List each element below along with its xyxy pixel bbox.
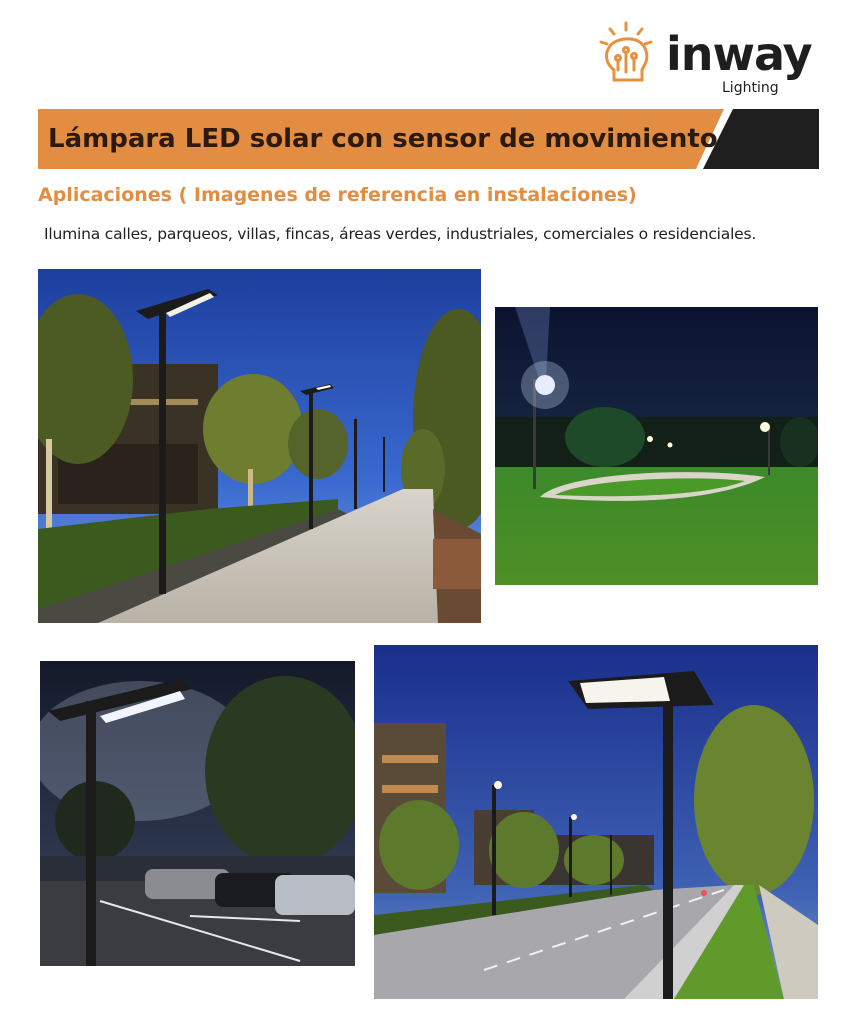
brand-logo <box>598 20 823 100</box>
page-title: Lámpara LED solar con sensor de movimiento <box>48 124 718 154</box>
brand-name: inway <box>666 27 812 81</box>
section-description: Ilumina calles, parqueos, villas, fincas, áreas verdes, industriales, comerciales o residenciales. <box>44 225 757 243</box>
photo-walkway-street-lamps <box>38 269 481 623</box>
title-banner <box>38 109 819 169</box>
section-heading: Aplicaciones ( Imagenes de referencia en instalaciones) <box>38 184 637 206</box>
lightbulb-head-icon <box>598 20 662 92</box>
photo-road-dusk <box>374 645 818 999</box>
photo-park-night <box>495 307 818 585</box>
brand-subtitle: Lighting <box>722 80 779 96</box>
photo-parking-lot-night <box>40 661 355 966</box>
